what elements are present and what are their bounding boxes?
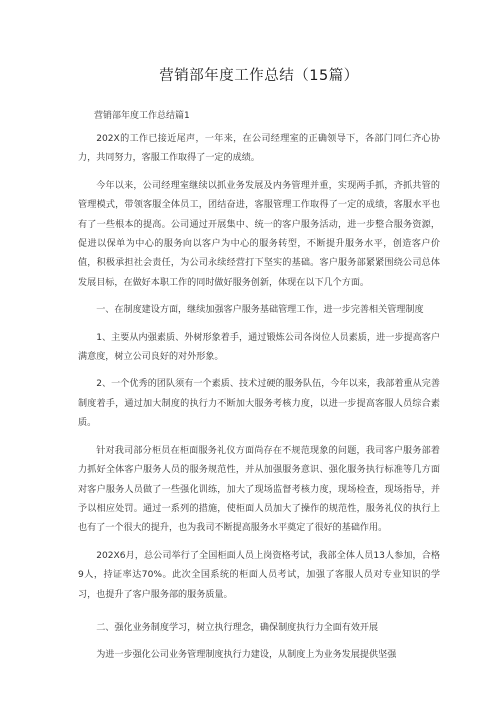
paragraph-etiquette: 针对我司部分柜员在柜面服务礼仪方面尚存在不规范现象的问题，我司客户服务部着力抓好全体客户服务人员的服务规范性，并从加强服务意识、强化服务执行标准等几方面对客户服务人员做了一些强化训练，加大了现场监督考核力度，现场检查，现场指导，并予以相应处罚。通过一系列的措施，使柜面人员加大了操作的规范性，服务礼仪的执行上也有了一个很大的提升，也为我司不断提高服务水平奠定了很好的基础作用。: [78, 445, 440, 534]
paragraph-section-2-body: 为进一步强化公司业务管理制度执行力建设，从制度上为业务发展提供坚强: [96, 650, 397, 661]
section-subtitle: 营销部年度工作总结篇1: [94, 111, 190, 121]
paragraph-section-2-heading: 二、强化业务制度学习，树立执行理念，确保制度执行力全面有效开展: [96, 622, 379, 633]
paragraph-item-1: 1、主要从内强素质、外树形象着手，通过锻炼公司各岗位人员素质，进一步提高客户满意度，树立公司良好的对外形象。: [78, 332, 440, 363]
paragraph-overview: 今年以来，公司经理室继续以抓业务发展及内务管理并重，实现两手抓，齐抓共管的管理模式，带领客服全体员工，团结奋进，客服管理工作取得了一定的成绩，客服水平也有了一些根本的提高。公司通过开展集中、统一的客户服务活动，进一步整合服务资源，促进以保单为中心的服务向以客户为中心的服务转型，不断提升服务水平，创造客户价值，积极承担社会责任，为公司永续经营打下坚实的基础。客户服务部紧紧围绕公司总体发展目标，在做好本职工作的同时做好服务创新，体现在以下几个方面。: [78, 180, 440, 288]
paragraph-intro: 202X的工作已接近尾声，一年来，在公司经理室的正确领导下，各部门同仁齐心协力，共同努力，客服工作取得了一定的成绩。: [78, 134, 440, 164]
paragraph-exam: 202X6月，总公司举行了全国柜面人员上岗资格考试，我部全体人员13人参加，合格9人，持证率达70%。此次全国系统的柜面人员考试，加强了客服人员对专业知识的学习，也提升了客户服务部的服务质量。: [78, 550, 440, 600]
paragraph-item-2: 2、一个优秀的团队须有一个素质、技术过硬的服务队伍，今年以来，我部着重从完善制度着手，通过加大制度的执行力不断加大服务考核力度，以进一步提高客服人员综合素质。: [78, 379, 440, 429]
page-title: 营销部年度工作总结（15篇）: [159, 68, 359, 84]
paragraph-section-1-heading: 一、在制度建设方面，继续加强客户服务基础管理工作，进一步完善相关管理制度: [96, 305, 424, 316]
